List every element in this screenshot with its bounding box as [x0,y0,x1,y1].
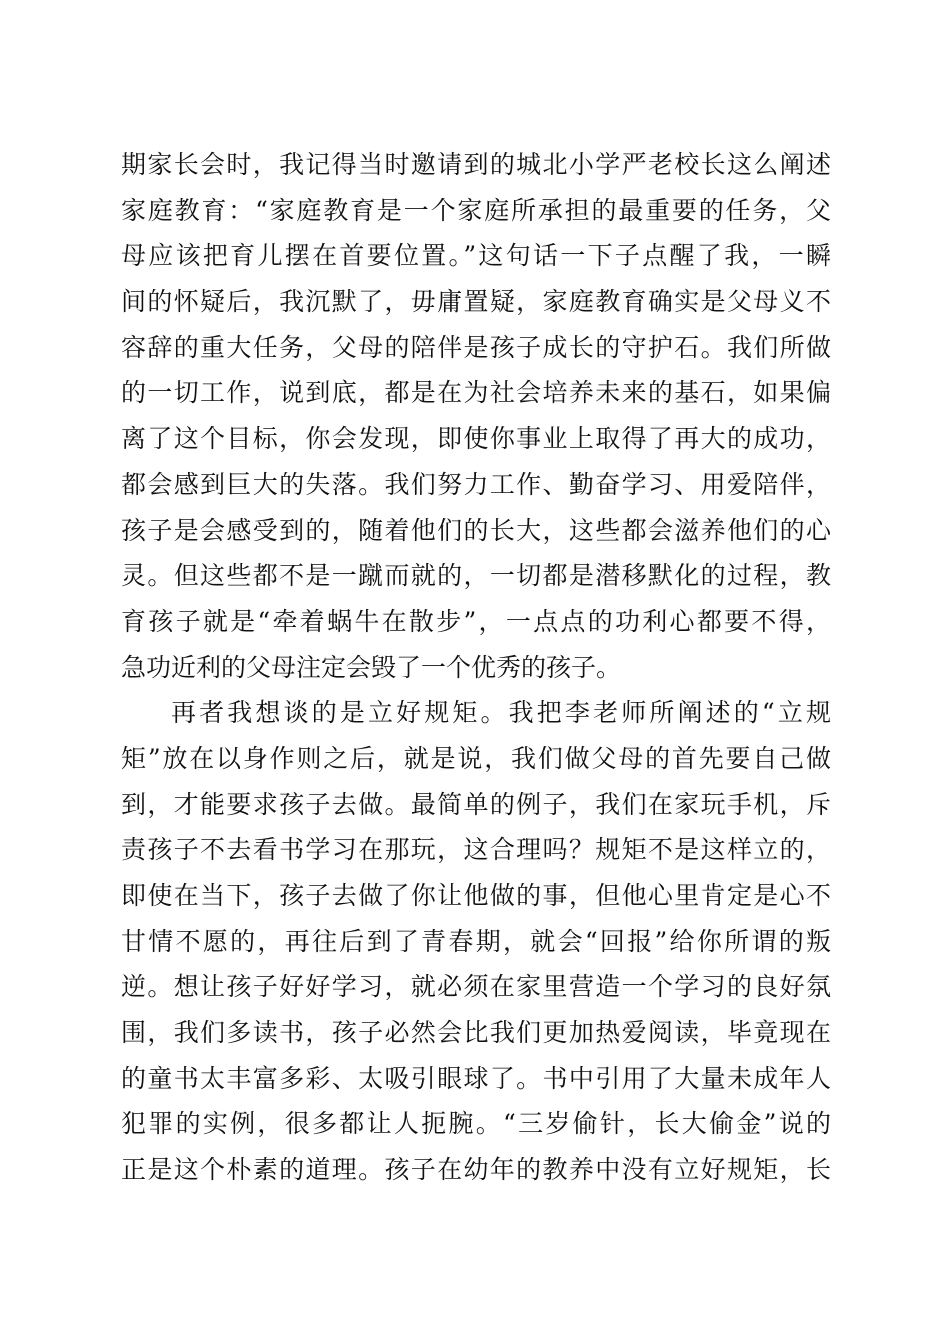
text-line: 矩”放在以身作则之后，就是说，我们做父母的首先要自己做 [121,743,831,773]
text-line: 容辞的重大任务，父母的陪伴是孩子成长的守护石。我们所做 [121,332,831,362]
text-line: 孩子是会感受到的，随着他们的长大，这些都会滋养他们的心 [121,515,831,545]
text-line: 即使在当下，孩子去做了你让他做的事，但他心里肯定是心不 [121,881,831,910]
text-line: 犯罪的实例，很多都让人扼腕。“三岁偷针，长大偷金”说的 [121,1109,831,1139]
text-line: 母应该把育儿摆在首要位置。”这句话一下子点醒了我，一瞬 [121,241,831,271]
text-line: 的一切工作，说到底，都是在为社会培养未来的基石，如果偏 [121,378,831,408]
text-line: 灵。但这些都不是一蹴而就的，一切都是潜移默化的过程，教 [121,561,831,591]
text-line: 正是这个朴素的道理。孩子在幼年的教养中没有立好规矩，长 [121,1155,831,1185]
text-line: 甘情不愿的，再往后到了青春期，就会“回报”给你所谓的叛 [121,926,831,956]
paragraph-2 [121,690,831,1193]
text-line: 都会感到巨大的失落。我们努力工作、勤奋学习、用爱陪伴， [121,469,831,499]
text-line: 到，才能要求孩子去做。最简单的例子，我们在家玩手机，斥 [121,789,831,819]
text-line: 离了这个目标，你会发现，即使你事业上取得了再大的成功， [121,424,831,454]
text-line: 再者我想谈的是立好规矩。我把李老师所阐述的“立规 [171,698,831,728]
text-line: 逆。想让孩子好好学习，就必须在家里营造一个学习的良好氛 [121,972,831,1002]
body-text [121,142,831,1193]
paragraph-1 [121,142,831,690]
text-line: 家庭教育：“家庭教育是一个家庭所承担的最重要的任务，父 [121,195,831,225]
text-line: 间的怀疑后，我沉默了，毋庸置疑，家庭教育确实是父母义不 [121,287,831,317]
text-line: 急功近利的父母注定会毁了一个优秀的孩子。 [121,652,622,682]
text-line: 育孩子就是“牵着蜗牛在散步”，一点点的功利心都要不得， [121,606,831,636]
text-line: 的童书太丰富多彩、太吸引眼球了。书中引用了大量未成年人 [121,1063,831,1093]
text-line: 期家长会时，我记得当时邀请到的城北小学严老校长这么阐述 [121,150,831,179]
text-line: 责孩子不去看书学习在那玩，这合理吗？规矩不是这样立的， [121,835,831,865]
text-line: 围，我们多读书，孩子必然会比我们更加热爱阅读，毕竟现在 [121,1018,831,1048]
